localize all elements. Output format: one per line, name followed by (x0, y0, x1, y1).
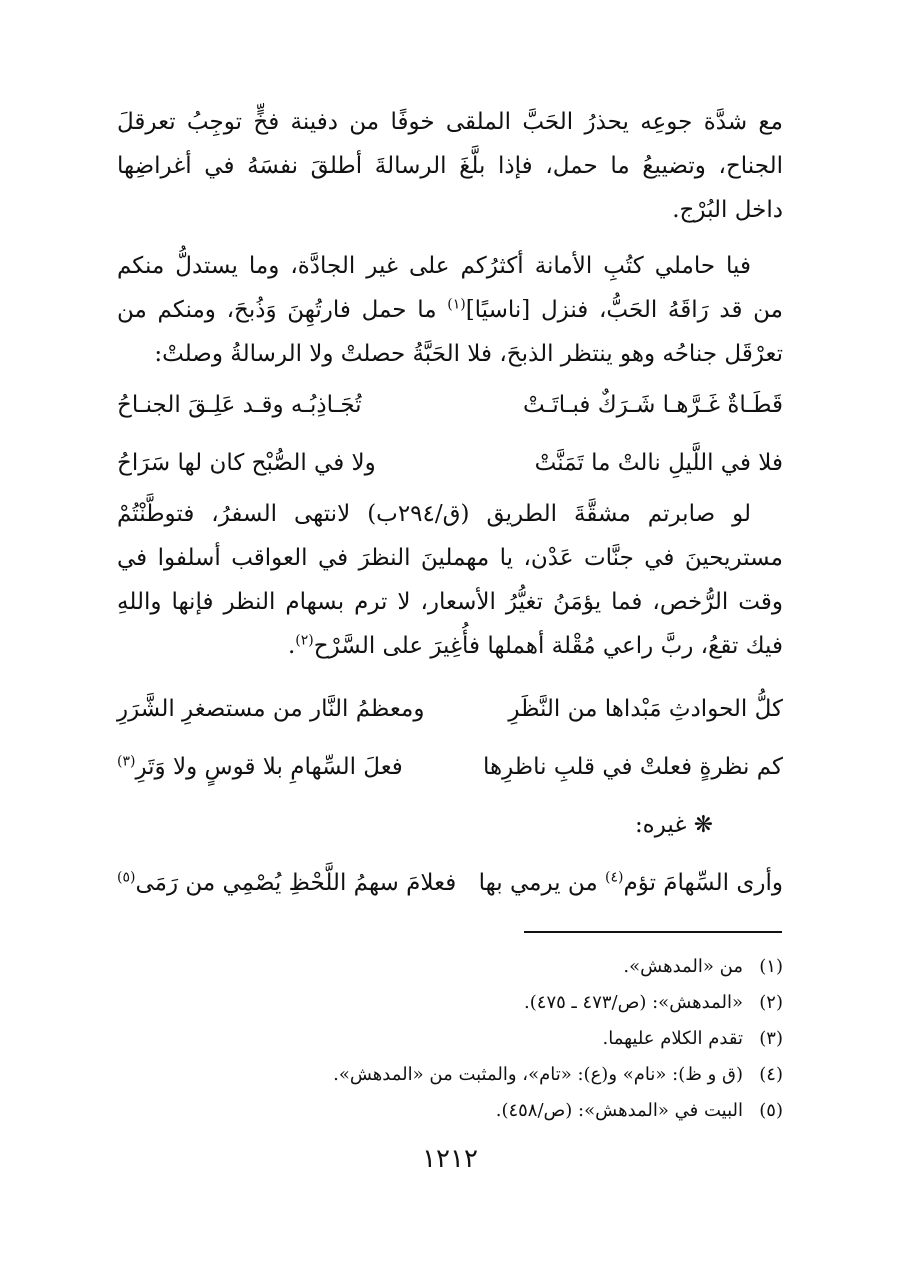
footnote-3 (117, 1021, 783, 1057)
verse-3-first-hemistich: كلُّ الحوادثِ مَبْداها من النَّظَرِ (508, 696, 783, 722)
footnote-text: البيت في «المدهش»: (ص/٤٥٨). (495, 1100, 743, 1121)
footnote-ref-4[interactable]: (٤) (605, 869, 624, 886)
verse-2 (117, 434, 783, 492)
footnote-number: (٥) (759, 1100, 783, 1121)
paragraph-gap (117, 232, 783, 244)
verse-5-second-hemistich-text: فعلامَ سهمُ اللَّحْظِ يُصْمِي من رَمَى (135, 870, 457, 896)
footnote-separator (524, 931, 782, 933)
paragraph-2 (117, 244, 783, 376)
footnote-text: من «المدهش». (623, 956, 743, 977)
verse-1 (117, 376, 783, 434)
other-poet-label: غيره: (634, 812, 694, 838)
paragraph-3 (117, 492, 783, 668)
verse-1-first-hemistich: قَطَـاةٌ غَـرَّهـا شَـرَكٌ فبـاتَـتْ (523, 392, 783, 418)
verse-3-second-hemistich: ومعظمُ النَّار من مستصغرِ الشَّرَرِ (117, 696, 425, 722)
verse-4-second-hemistich (117, 738, 403, 796)
verse-4-first-hemistich: كم نظرةٍ فعلتْ في قلبِ ناظرِها (482, 754, 783, 780)
footnote-text: (ق و ظ): «نام» و(ع): «تام»، والمثبت من «المدهش». (333, 1064, 743, 1085)
footnote-ref-3[interactable]: (٣) (117, 753, 136, 770)
footnote-number: (١) (759, 956, 783, 977)
footnote-text: «المدهش»: (ص/٤٧٣ ـ ٤٧٥). (524, 992, 743, 1013)
footnote-number: (٣) (759, 1028, 783, 1049)
paragraph-gap (117, 668, 783, 680)
verse-5-first-hemistich-text-b: من يرمي بها (478, 870, 605, 896)
footnote-5 (117, 1093, 783, 1129)
footnote-number: (٤) (759, 1064, 783, 1085)
footnote-ref-5[interactable]: (٥) (117, 869, 136, 886)
verse-3 (117, 680, 783, 738)
verse-5-second-hemistich (117, 854, 456, 912)
paragraph-2-text-b: ما حمل فارتُهِنَ وَذُبحَ، ومنكم من تعرْقَل جناحُه وهو ينتظر الذبحَ، فلا الحَبَّةُ حصلتْ ولا الرسالةُ وصلتْ: (117, 297, 783, 367)
verse-4-second-hemistich-text: فعلَ السِّهامِ بلا قوسٍ ولا وَتَرِ (135, 754, 403, 780)
verse-2-first-hemistich: فلا في اللَّيلِ نالتْ ما تَمَنَّتْ (534, 450, 783, 476)
paragraph-1 (117, 100, 783, 232)
paragraph-3-end: . (287, 633, 296, 659)
verse-1-second-hemistich: تُجَـاذِبُـه وقـد عَلِـقَ الجنـاحُ (117, 392, 362, 418)
footnote-ref-1[interactable]: (١) (447, 296, 466, 313)
footnote-4 (117, 1057, 783, 1093)
verse-5-first-hemistich-text-a: وأرى السِّهامَ تؤم (623, 870, 783, 896)
paragraph-2-text-a: فيا حاملي كتُبِ الأمانة أكثرُكم على غير الجادَّة، وما يستدلُّ منكم من قد رَاقَهُ الحَبُّ، فنزل [ناسيًا] (117, 253, 783, 323)
footnote-2 (117, 985, 783, 1021)
verse-5 (117, 854, 783, 912)
other-poet-heading (117, 796, 783, 854)
paragraph-1-text: مع شدَّة جوعِه يحذرُ الحَبَّ الملقى خوفًا من دفينة فخٍّ توجِبُ تعرقلَ الجناح، وتضييعُ ما حمل، فإذا بلَّغَ الرسالةَ أطلقَ نفسَهُ في أغراضِها داخل البُرْج. (117, 109, 783, 223)
verse-2-second-hemistich: ولا في الصُّبْح كان لها سَرَاحُ (117, 450, 376, 476)
star-icon: ❋ (693, 812, 713, 838)
page-number: ١٢١٢ (422, 1144, 478, 1174)
paragraph-3-text: لو صابرتم مشقَّةَ الطريق (ق/٢٩٤ب) لانتهى السفرُ، فتوطَّنْتُمْ مستريحينَ في جنَّات عَدْن، يا مهملينَ النظرَ في العواقب أسلفوا في وقت الرُّخص، فما يؤمَنُ تغيُّرُ الأسعار، لا ترم بسهام النظر فإنها واللهِ فيك تقعُ، ربَّ راعي مُقْلة أهملها فأُغِيرَ على السَّرْح (117, 501, 783, 659)
verse-5-first-hemistich (479, 854, 783, 912)
footnotes (117, 949, 783, 1129)
main-text (117, 100, 783, 912)
footnote-1 (117, 949, 783, 985)
verse-4 (117, 738, 783, 796)
footnote-text: تقدم الكلام عليهما. (602, 1028, 743, 1049)
footnote-number: (٢) (759, 992, 783, 1013)
footnote-ref-2[interactable]: (٢) (295, 632, 314, 649)
